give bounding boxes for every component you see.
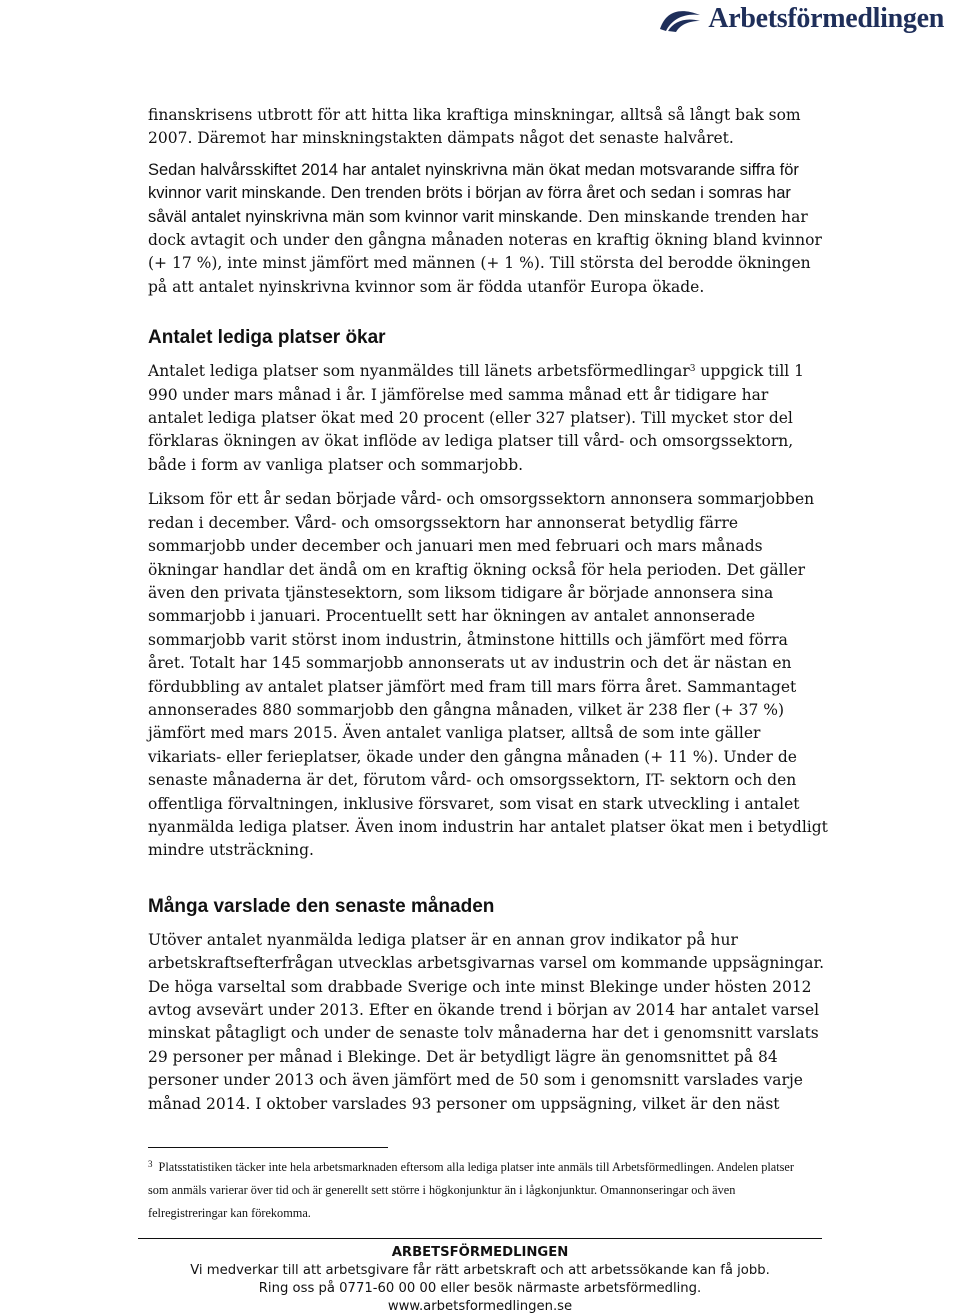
footer-mission: Vi medverkar till att arbetsgivare får rätt arbetskraft och att arbetssökande kan få jobb. xyxy=(190,1263,770,1278)
paragraph: Utöver antalet nyanmälda lediga platser är en annan grov indikator på hur arbetskraftsefterfrågan utvecklas arbetsgivarnas varsel om kommande uppsägningar. De höga varseltal som drabbade Sverige och inte minst Blekinge under hösten 2012 avtog avsevärt under 2013. Efter en ökande trend i början av 2014 har antalet varsel minskat påtagligt och under de senaste tolv månaderna har det i genomsnitt varslats 29 personer per månad i Blekinge. Det är betydligt lägre än genomsnittet på 84 personer under 2013 och även jämfört med de 50 som i genomsnitt varslades varje månad 2014. I oktober varslades 93 personer om uppsägning, vilket är den näst xyxy=(148,930,825,1113)
paragraph: Liksom för ett år sedan började vård- och omsorgssektorn annonsera sommarjobben redan i december. Vård- och omsorgssektorn har annonserat betydlig färre sommarjobb under december och januari men med februari och mars månads ökningar handlar det ändå om en kraftig ökning också för hela perioden. Det gäller även den privata tjänstesektorn, som liksom tidigare år började annonsera sina sommarjobb i januari. Procentuellt sett har ökningen av antalet annonserade sommarjobb varit störst inom industrin, åtminstone hittills och jämfört med förra året. Totalt har 145 sommarjobb annonserats ut av industrin och det är nästan en fördubbling av antalet platser jämfört med fram till mars förra året. Sammantaget annonserades 880 sommarjobb den gångna månaden, vilket är 238 fler (+ 37 %) jämfört med mars 2015. Även antalet vanliga platser, alltså de som inte gäller vikariats- eller ferieplatser, ökade under den gångna månaden (+ 11 %). Under de senaste månaderna är det, förutom vård- och omsorgssektorn, IT- sektorn och den offentliga förvaltningen, inklusive försvaret, som visat en stark utveckling i antalet nyanmälda lediga platser. Även inom industrin har antalet platser ökat men i betydligt mindre utsträckning. xyxy=(148,490,828,860)
paragraph-serif-part: Den minskande trenden har dock avtagit och under den gångna månaden noteras en kraftig ökning bland kvinnor (+ 17 %), inte minst jämfört med männen (+ 1 %). Till största del berodde ökningen på att antalet nyinskrivna kvinnor som är födda utanför Europa ökade. xyxy=(148,207,822,296)
logo-text: Arbetsförmedlingen xyxy=(708,3,944,34)
footnote-number: 3 xyxy=(148,1159,153,1169)
footer-divider xyxy=(138,1238,822,1239)
footnote-text: Platsstatistiken täcker inte hela arbetsmarknaden eftersom alla lediga platser inte anmäls till Arbetsförmedlingen. Andelen platser som anmäls varierar över tid och är generellt sett större i högkonjunktur än i lågkonjunktur. Omannonseringar och även felregistreringar kan förekomma. xyxy=(148,1160,794,1220)
section-heading: Många varslade den senaste månaden xyxy=(148,895,495,917)
af-wave-logo-icon xyxy=(658,5,702,33)
page-footer xyxy=(0,1244,960,1316)
paragraph xyxy=(148,360,828,477)
footnote-divider xyxy=(148,1147,388,1148)
paragraph xyxy=(148,159,828,299)
paragraph-text: uppgick till 1 990 under mars månad i år. I jämförelse med samma månad ett år tidigare har antalet lediga platser ökat med 20 procent (eller 327 platser). Till mycket stor del förklaras ökningen av ökat inflöde av lediga platser till vård- och omsorgssektorn, både i form av vanliga platser och sommarjobb. xyxy=(148,362,805,474)
footer-org: ARBETSFÖRMEDLINGEN xyxy=(391,1245,569,1260)
footnote-ref: 3 xyxy=(689,364,696,375)
footnote xyxy=(148,1153,808,1225)
footer-contact: Ring oss på 0771-60 00 00 eller besök närmaste arbetsförmedling. xyxy=(258,1281,702,1296)
paragraph: finanskrisens utbrott för att hitta lika kraftiga minskningar, alltså så långt bak som 2007. Däremot har minskningstakten dämpats något det senaste halvåret. xyxy=(148,106,801,148)
arbetsformedlingen-logo xyxy=(658,2,944,36)
footer-url: www.arbetsformedlingen.se xyxy=(387,1299,573,1314)
document-body xyxy=(148,104,828,1116)
paragraph-sans-part: Sedan halvårsskiftet 2014 har antalet nyinskrivna män ökat medan motsvarande siffra för kvinnor varit minskande. Den trenden bröts i början av förra året och sedan i somras har såväl antalet nyinskrivna män som kvinnor varit minskande. xyxy=(148,160,799,226)
paragraph-text: Antalet lediga platser som nyanmäldes till länets arbetsförmedlingar xyxy=(148,362,690,381)
section-heading: Antalet lediga platser ökar xyxy=(148,327,386,349)
